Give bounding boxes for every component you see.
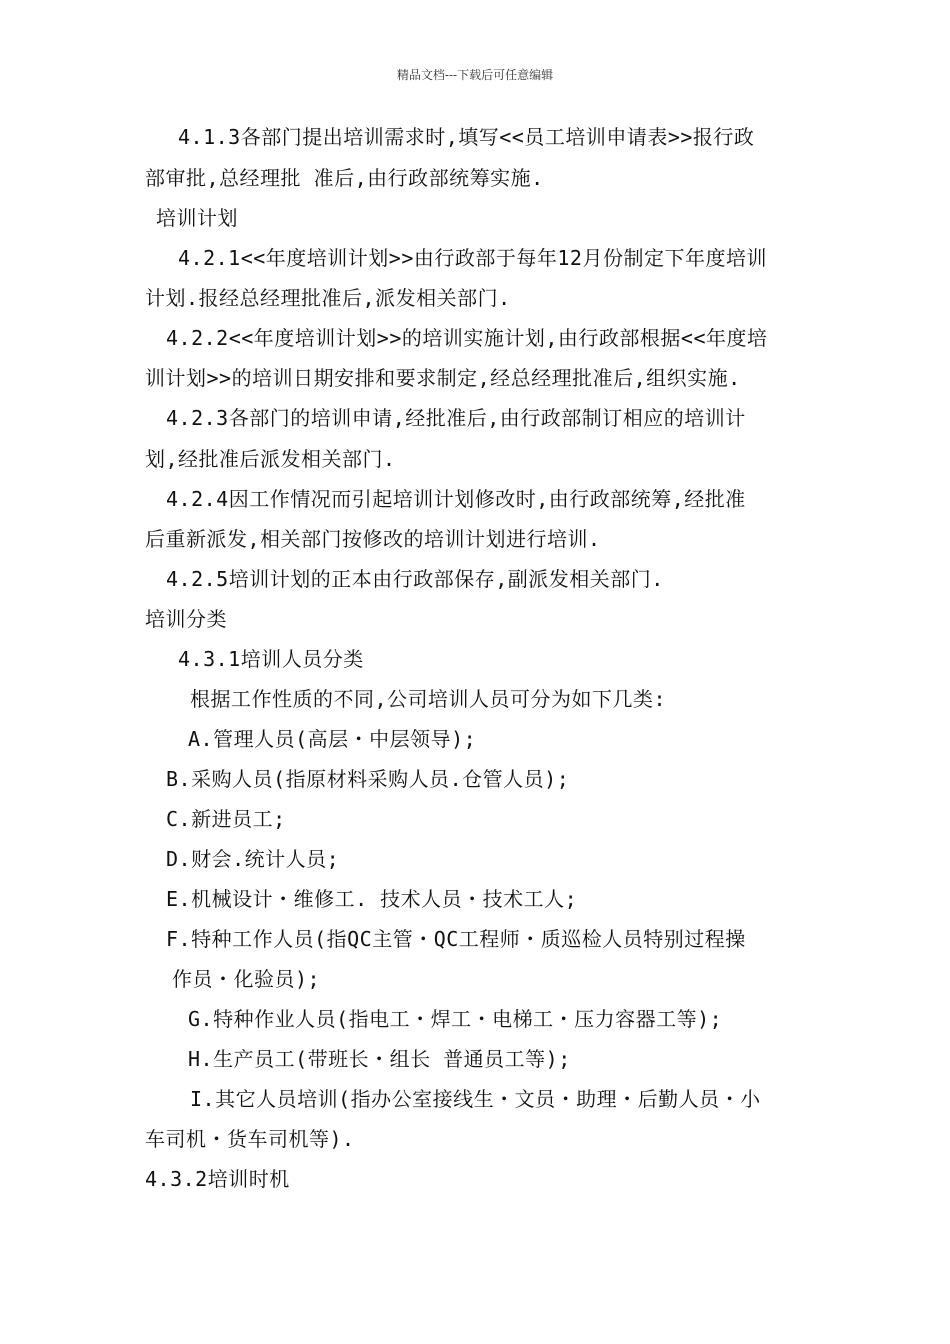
text-line: 计划.报经总经理批准后,派发相关部门.: [145, 286, 511, 310]
text-line: 4.1.3各部门提出培训需求时,填写<<员工培训申请表>>报行政: [178, 125, 755, 149]
list-item: C.新进员工;: [166, 807, 286, 831]
text-line: 划,经批准后派发相关部门.: [145, 447, 396, 471]
text-line: 部审批,总经理批 准后,由行政部统筹实施.: [145, 166, 544, 190]
text-line: 后重新派发,相关部门按修改的培训计划进行培训.: [145, 527, 601, 551]
text-line: 根据工作性质的不同,公司培训人员可分为如下几类:: [190, 687, 667, 711]
subsection-heading: 4.3.1培训人员分类: [178, 647, 364, 671]
subsection-heading: 4.3.2培训时机: [145, 1167, 290, 1191]
text-line: 4.2.1<<年度培训计划>>由行政部于每年12月份制定下年度培训: [178, 246, 767, 270]
text-line: 4.2.4因工作情况而引起培训计划修改时,由行政部统筹,经批准: [166, 487, 746, 511]
text-line: 4.2.3各部门的培训申请,经批准后,由行政部制订相应的培训计: [166, 406, 746, 430]
section-heading: 培训分类: [145, 607, 227, 631]
text-line: 4.2.5培训计划的正本由行政部保存,副派发相关部门.: [166, 567, 664, 591]
list-item: F.特种工作人员(指QC主管・QC工程师・质巡检人员特别过程操: [166, 927, 746, 951]
text-line: 训计划>>的培训日期安排和要求制定,经总经理批准后,组织实施.: [145, 366, 741, 390]
list-item-continuation: 车司机・货车司机等).: [145, 1127, 355, 1151]
list-item: H.生产员工(带班长・组长 普通员工等);: [188, 1047, 571, 1071]
list-item: G.特种作业人员(指电工・焊工・电梯工・压力容器工等);: [188, 1007, 723, 1031]
list-item-continuation: 作员・化验员);: [172, 967, 321, 991]
list-item: I.其它人员培训(指办公室接线生・文员・助理・后勤人员・小: [190, 1087, 761, 1111]
list-item: E.机械设计・维修工. 技术人员・技术工人;: [166, 887, 578, 911]
list-item: A.管理人员(高层・中层领导);: [188, 727, 477, 751]
page-header: 精品文档---下载后可任意编辑: [396, 68, 554, 82]
list-item: B.采购人员(指原材料采购人员.仓管人员);: [166, 767, 570, 791]
section-heading: 培训计划: [156, 206, 238, 230]
list-item: D.财会.统计人员;: [166, 847, 340, 871]
text-line: 4.2.2<<年度培训计划>>的培训实施计划,由行政部根据<<年度培: [166, 326, 768, 350]
